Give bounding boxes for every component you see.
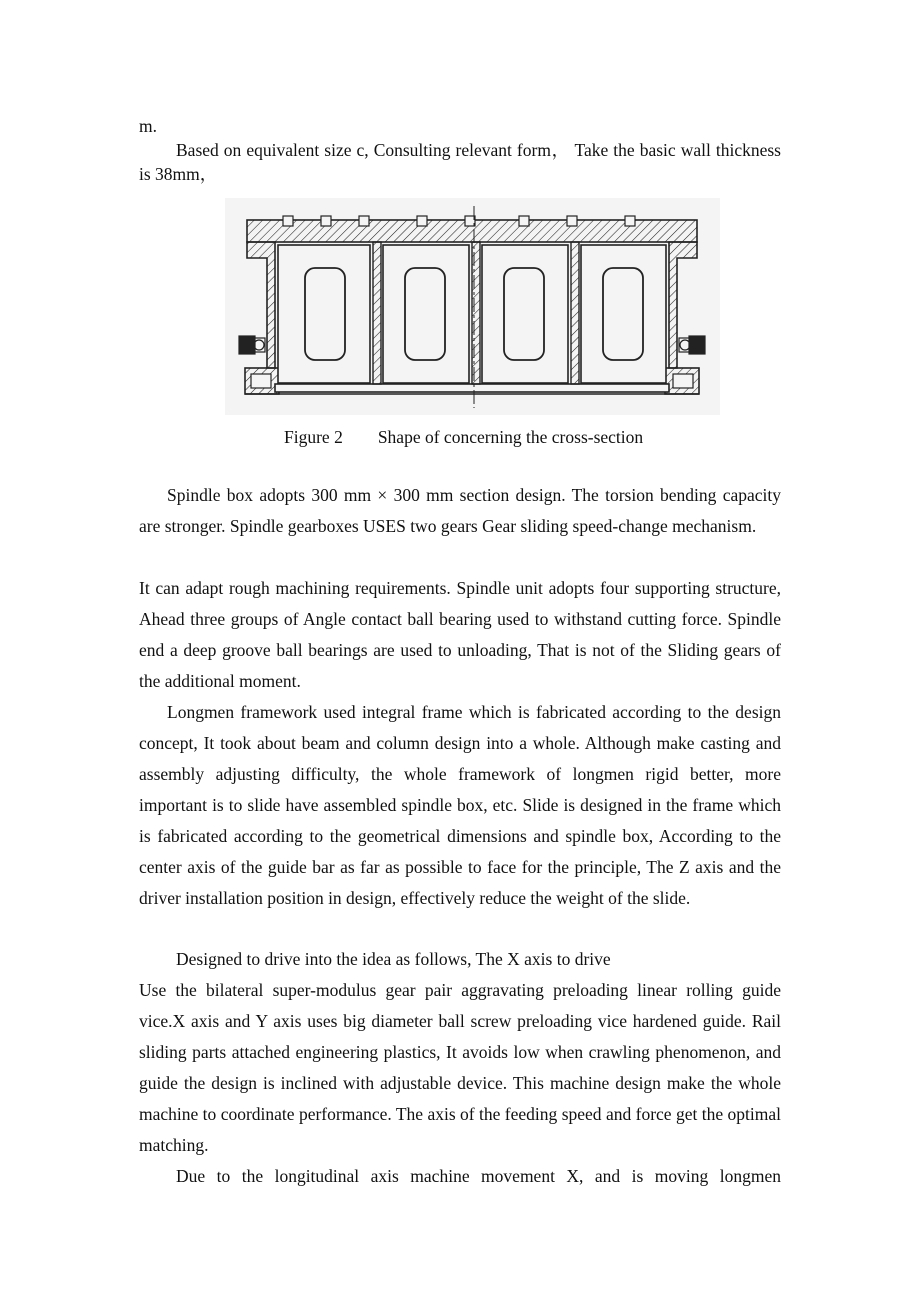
bottom-plate	[245, 384, 699, 394]
paragraph-drive-design: Use the bilateral super-modulus gear pair aggravating preloading linear rolling guide vice.X axis and Y axis uses big diameter ball screw preloading vice hardened guide. Rail sliding parts attached engineering plastics, It avoids low when crawling phenomenon, and guide the design is inclined with adjustable device. This machine design make the whole machine to coordinate performance. The axis of the feeding speed and force get the optimal matching.	[139, 980, 781, 1155]
paragraph-wall-thickness: Based on equivalent size c, Consulting relevant form， Take the basic wall thickness is 38mm，	[139, 140, 781, 184]
figure-caption	[284, 427, 643, 448]
paragraph-drive-intro: Designed to drive into the idea as follows, The X axis to drive	[176, 949, 611, 969]
paragraph-spindle-box: Spindle box adopts 300 mm × 300 mm section design. The torsion bending capacity are stronger. Spindle gearboxes USES two gears Gear sliding speed-change mechanism.	[139, 485, 781, 536]
text-fragment: m.	[139, 116, 157, 136]
cross-section-figure	[225, 198, 720, 415]
figure-caption-text: Shape of concerning the cross-section	[377, 427, 644, 447]
paragraph-longitudinal-axis: Due to the longitudinal axis machine movement X, and is moving longmen	[176, 1166, 781, 1186]
paragraph-rough-machining: It can adapt rough machining requirements. Spindle unit adopts four supporting structure, Ahead three groups of Angle contact ball bearing used to withstand cutting force. Spindle end a deep groove ball bearings are used to unloading, That is not of the Sliding gears of the additional moment.	[139, 578, 781, 691]
figure-label: Figure 2	[284, 427, 343, 447]
paragraph-longmen-framework: Longmen framework used integral frame which is fabricated according to the design concept, It took about beam and column design into a whole. Although make casting and assembly adjusting difficulty, the whole framework of longmen rigid better, more important is to slide have assembled spindle box, etc. Slide is designed in the frame which is fabricated according to the geometrical dimensions and spindle box, According to the center axis of the guide bar as far as possible to face for the principle, The Z axis and the driver installation position in design, effectively reduce the weight of the slide.	[139, 702, 781, 908]
top-flange	[247, 216, 697, 242]
